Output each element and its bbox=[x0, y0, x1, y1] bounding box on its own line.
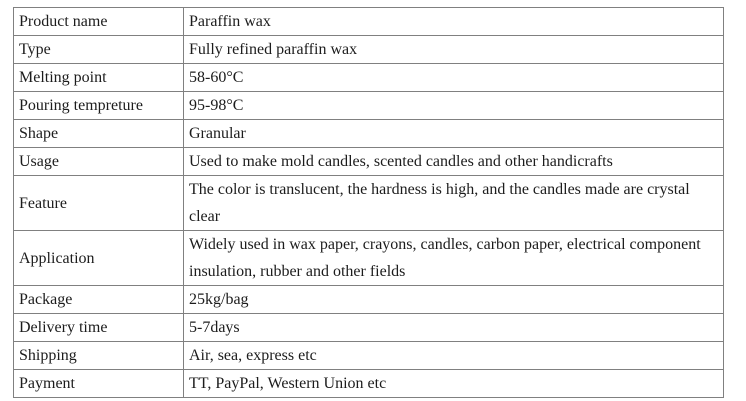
spec-value: 58-60°C bbox=[184, 64, 724, 92]
spec-label: Application bbox=[14, 231, 184, 286]
spec-label: Payment bbox=[14, 370, 184, 398]
table-row-feature bbox=[14, 176, 724, 231]
spec-label: Product name bbox=[14, 8, 184, 36]
spec-value: TT, PayPal, Western Union etc bbox=[184, 370, 724, 398]
spec-label: Package bbox=[14, 286, 184, 314]
table-row-application bbox=[14, 231, 724, 286]
table-row-product-name bbox=[14, 8, 724, 36]
spec-value: Granular bbox=[184, 120, 724, 148]
spec-value: 25kg/bag bbox=[184, 286, 724, 314]
spec-label: Delivery time bbox=[14, 314, 184, 342]
spec-value: 95-98°C bbox=[184, 92, 724, 120]
table-row-package bbox=[14, 286, 724, 314]
spec-value: Used to make mold candles, scented candles and other handicrafts bbox=[184, 148, 724, 176]
table-row-payment bbox=[14, 370, 724, 398]
table-row-delivery-time bbox=[14, 314, 724, 342]
spec-label: Shipping bbox=[14, 342, 184, 370]
spec-value: Air, sea, express etc bbox=[184, 342, 724, 370]
spec-label: Feature bbox=[14, 176, 184, 231]
spec-value: 5-7days bbox=[184, 314, 724, 342]
table-row-shape bbox=[14, 120, 724, 148]
spec-value: The color is translucent, the hardness is high, and the candles made are crystal clear bbox=[184, 176, 724, 231]
spec-label: Pouring tempreture bbox=[14, 92, 184, 120]
product-spec-table bbox=[13, 7, 724, 398]
table-row-type bbox=[14, 36, 724, 64]
spec-label: Type bbox=[14, 36, 184, 64]
table-row-shipping bbox=[14, 342, 724, 370]
spec-value: Fully refined paraffin wax bbox=[184, 36, 724, 64]
spec-label: Usage bbox=[14, 148, 184, 176]
spec-label: Melting point bbox=[14, 64, 184, 92]
spec-label: Shape bbox=[14, 120, 184, 148]
spec-value: Paraffin wax bbox=[184, 8, 724, 36]
table-row-pouring-tempreture bbox=[14, 92, 724, 120]
table-row-melting-point bbox=[14, 64, 724, 92]
table-row-usage bbox=[14, 148, 724, 176]
spec-value: Widely used in wax paper, crayons, candles, carbon paper, electrical component insulation, rubber and other fields bbox=[184, 231, 724, 286]
